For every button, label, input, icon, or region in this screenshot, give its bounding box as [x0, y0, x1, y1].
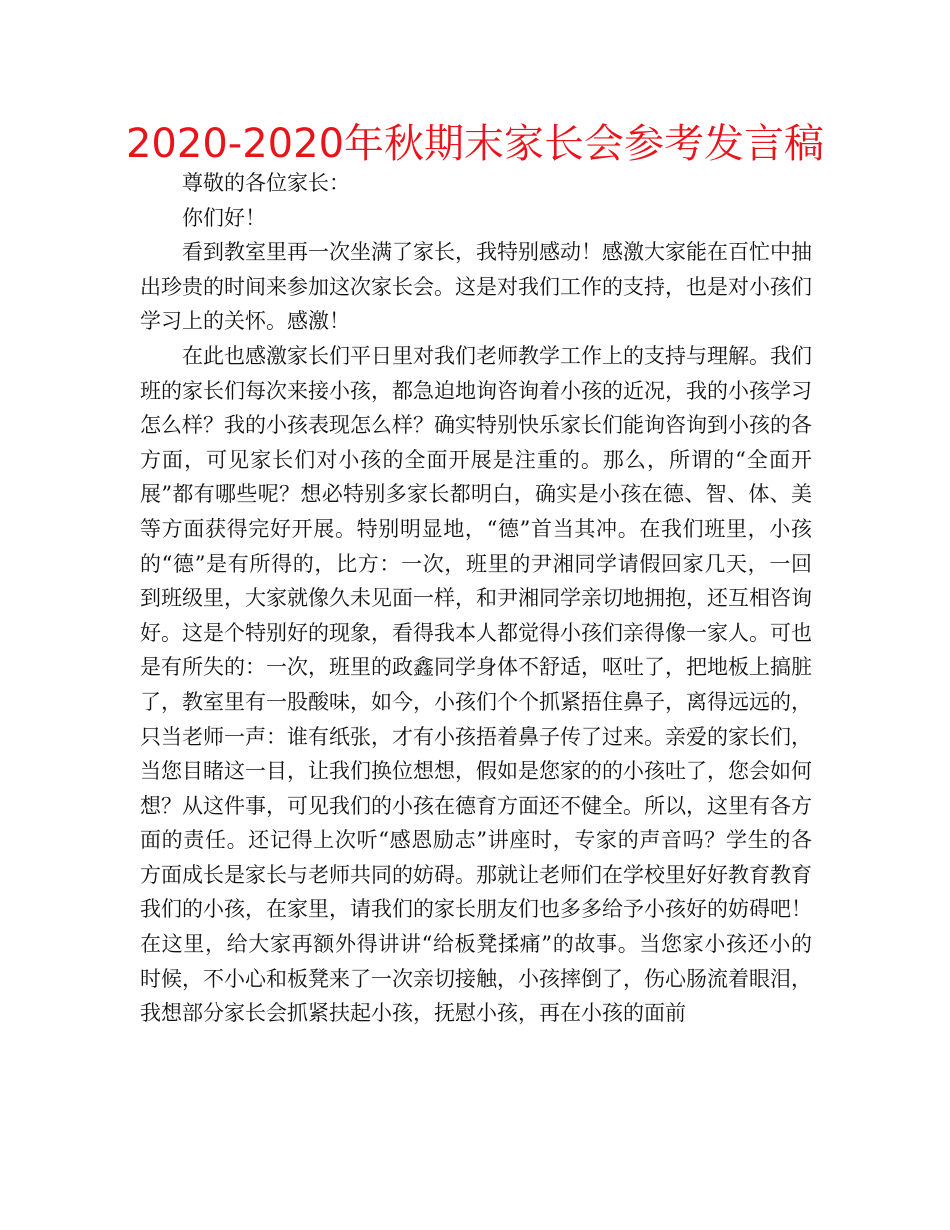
salutation-paragraph: 尊敬的各位家长： — [182, 171, 350, 195]
body-paragraph-2: 在此也感激家长们平日里对我们老师教学工作上的支持与理解。我们班的家长们每次来接小孩，都急迫地询咨询着小孩的近况，我的小孩学习怎么样？我的小孩表现怎么样？确实特别快乐家长们能询咨询到小孩的各方面，可见家长们对小孩的全面开展是注重的。那么，所谓的“全面开展”都有哪些呢？想必特别多家长都明白，确实是小孩在德、智、体、美等方面获得完好开展。特别明显地，“德”首当其冲。在我们班里，小孩的“德”是有所得的，比方：一次，班里的尹湘同学请假回家几天，一回到班级里，大家就像久未见面一样，和尹湘同学亲切地拥抱，还互相咨询好。这是个特别好的现象，看得我本人都觉得小孩们亲得像一家人。可也是有所失的：一次，班里的政鑫同学身体不舒适，呕吐了，把地板上搞脏了，教室里有一股酸味，如今，小孩们个个抓紧捂住鼻子，离得远远的，只当老师一声：谁有纸张，才有小孩捂着鼻子传了过来。亲爱的家长们，当您目睹这一目，让我们换位想想，假如是您家的的小孩吐了，您会如何想？从这件事，可见我们的小孩在德育方面还不健全。所以，这里有各方面的责任。还记得上次听“感恩励志”讲座时，专家的声音吗？学生的各方面成长是家长与老师共同的妨碍。那就让老师们在学校里好好教育教育我们的小孩，在家里，请我们的家长朋友们也多多给予小孩好的妨碍吧！在这里，给大家再额外得讲讲“给板凳揉痛”的故事。当您家小孩还小的时候，不小心和板凳来了一次亲切接触，小孩摔倒了，伤心肠流着眼泪，我想部分家长会抓紧扶起小孩，抚慰小孩，再在小孩的面前 — [140, 343, 812, 1026]
greeting-paragraph: 你们好！ — [182, 205, 266, 230]
document-title: 2020-2020年秋期末家长会参考发言稿 — [125, 121, 825, 167]
document-body — [140, 166, 812, 1031]
body-paragraph-1: 看到教室里再一次坐满了家长，我特别感动！感激大家能在百忙中抽出珍贵的时间来参加这次家长会。这是对我们工作的支持，也是对小孩们学习上的关怀。感激！ — [140, 240, 812, 334]
